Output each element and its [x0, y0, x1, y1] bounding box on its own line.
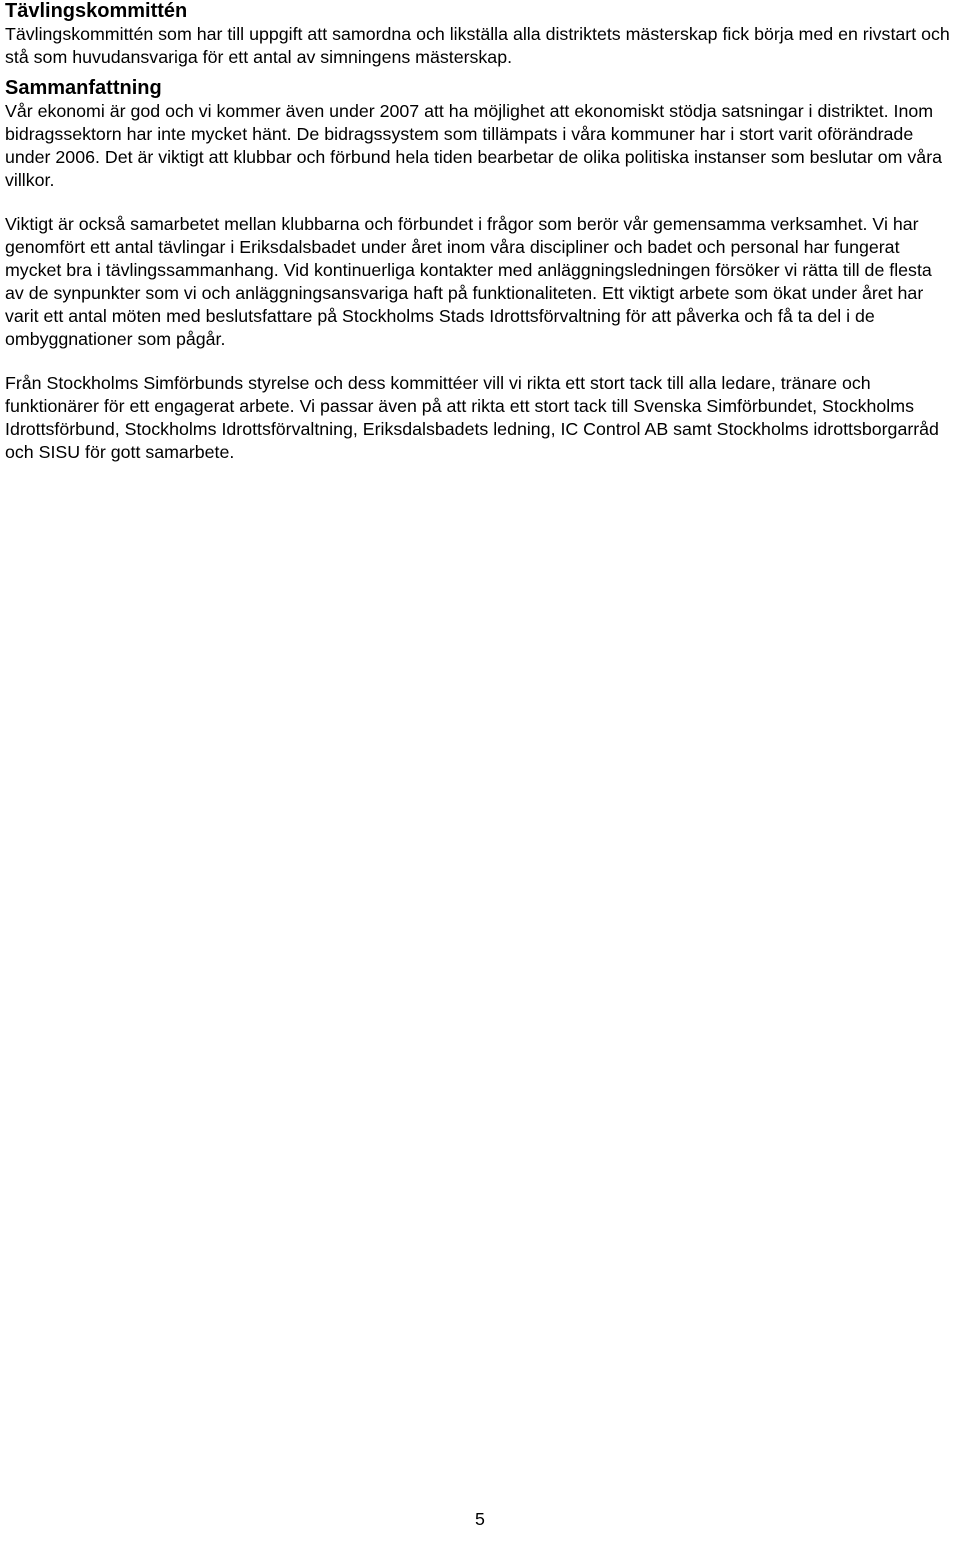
section-heading-sammanfattning: Sammanfattning: [5, 77, 162, 99]
document-page: [5, 0, 955, 464]
page-number: 5: [475, 1509, 485, 1529]
paragraph-economy: Vår ekonomi är god och vi kommer även under 2007 att ha möjlighet att ekonomiskt stödja satsningar i distriktet. Inom bidragssektorn har inte mycket hänt. De bidragssystem som tillämpats i våra kommuner har i stort varit oförändrade under 2006. Det är viktigt att klubbar och förbund hela tiden bearbetar de olika politiska instanser som beslutar om våra villkor.: [5, 101, 943, 190]
section-spacer: [5, 69, 955, 77]
paragraph-thanks: Från Stockholms Simförbunds styrelse och dess kommittéer vill vi rikta ett stort tack till alla ledare, tränare och funktionärer för ett engagerat arbete. Vi passar även på att rikta ett stort tack till Svenska Simförbundet, Stockholms Idrottsförbund, Stockholms Idrottsförvaltning, Eriksdalsbadets ledning, IC Control AB samt Stockholms idrottsborgarråd och SISU för gott samarbete.: [5, 373, 939, 462]
paragraph-spacer: [5, 351, 955, 372]
paragraph-spacer: [5, 192, 955, 213]
paragraph-cooperation: Viktigt är också samarbetet mellan klubbarna och förbundet i frågor som berör vår gemensamma verksamhet. Vi har genomfört ett antal tävlingar i Eriksdalsbadet under året inom våra discipliner och badet och personal har fungerat mycket bra i tävlingssammanhang. Vid kontinuerliga kontakter med anläggningsledningen försöker vi rätta till de flesta av de synpunkter som vi och anläggningsansvariga haft på funktionaliteten. Ett viktigt arbete som ökat under året har varit ett antal möten med beslutsfattare på Stockholms Stads Idrottsförvaltning för att påverka och få ta del i de ombyggnationer som pågår.: [5, 214, 932, 349]
section-heading-tavlingskommitten: Tävlingskommittén: [5, 0, 188, 22]
paragraph-tavlingskommitten: Tävlingskommittén som har till uppgift att samordna och likställa alla distriktets mästerskap fick börja med en rivstart och stå som huvudansvariga för ett antal av simningens mästerskap.: [5, 24, 950, 67]
